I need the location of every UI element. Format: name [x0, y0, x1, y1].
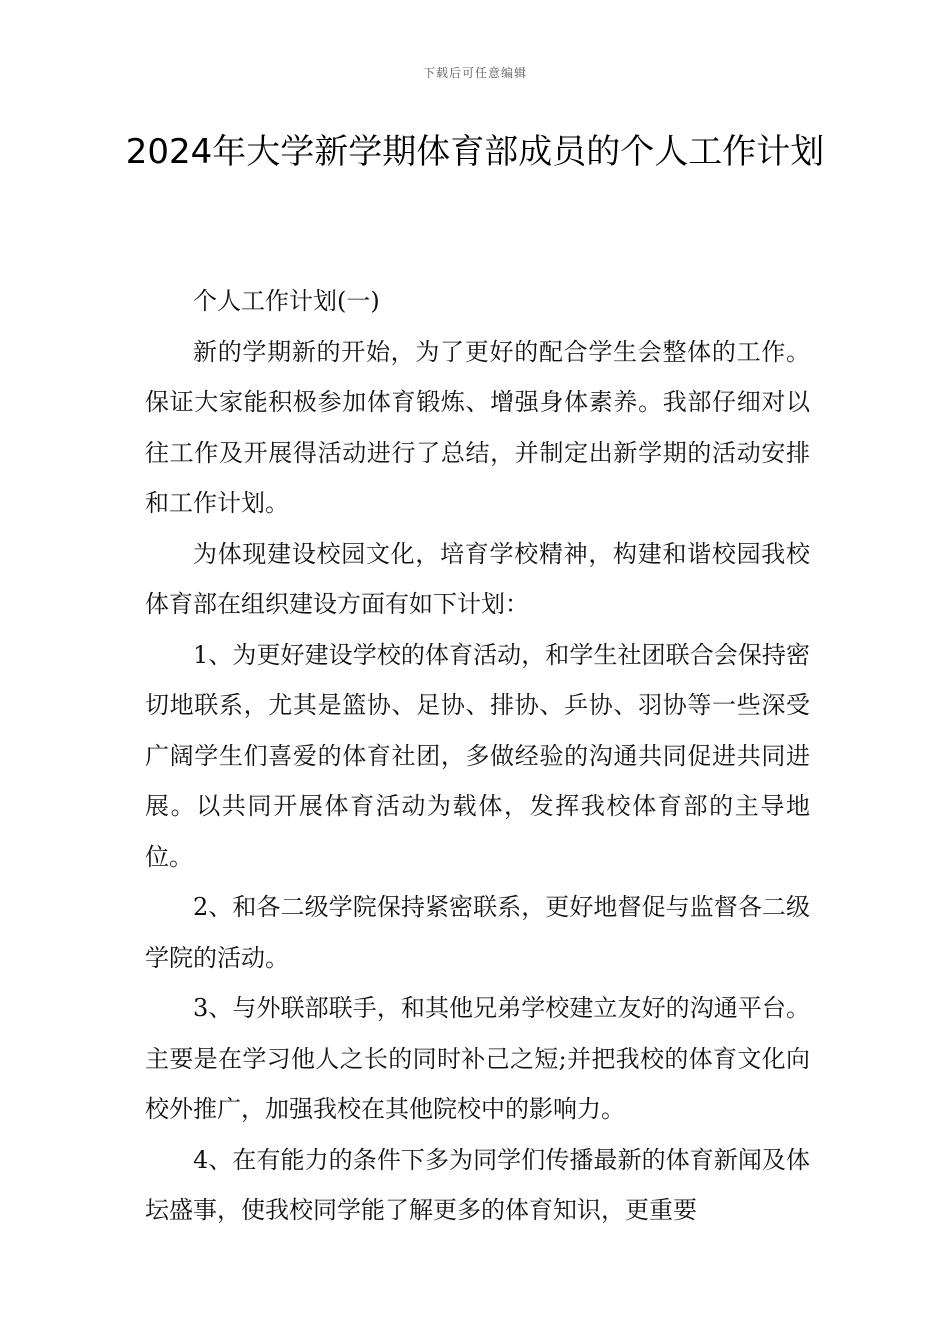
header-note: 下载后可任意编辑: [422, 66, 527, 80]
section-heading: 个人工作计划(一): [193, 287, 380, 315]
list-item-1: 1、为更好建设学校的体育活动，和学生社团联合会保持密切地联系，尤其是篮协、足协、排协、乒协、羽协等一些深受广阔学生们喜爱的体育社团，多做经验的沟通共同促进共同进展。以共同开展体育活动为载体，发挥我校体育部的主导地位。: [145, 640, 810, 871]
list-item-4: 4、在有能力的条件下多为同学们传播最新的体育新闻及体坛盛事，使我校同学能了解更多的体育知识，更重要: [145, 1145, 810, 1224]
list-item-3: 3、与外联部联手，和其他兄弟学校建立友好的沟通平台。主要是在学习他人之长的同时补己之短;并把我校的体育文化向校外推广，加强我校在其他院校中的影响力。: [145, 994, 810, 1123]
document-title: 2024年大学新学期体育部成员的个人工作计划: [125, 132, 825, 172]
paragraph: 为体现建设校园文化，培育学校精神，构建和谐校园我校体育部在组织建设方面有如下计划：: [145, 539, 810, 618]
document-body: [145, 276, 810, 1236]
paragraph: 新的学期新的开始，为了更好的配合学生会整体的工作。保证大家能积极参加体育锻炼、增强身体素养。我部仔细对以往工作及开展得活动进行了总结，并制定出新学期的活动安排和工作计划。: [145, 337, 810, 517]
list-item-2: 2、和各二级学院保持紧密联系，更好地督促与监督各二级学院的活动。: [145, 893, 810, 972]
